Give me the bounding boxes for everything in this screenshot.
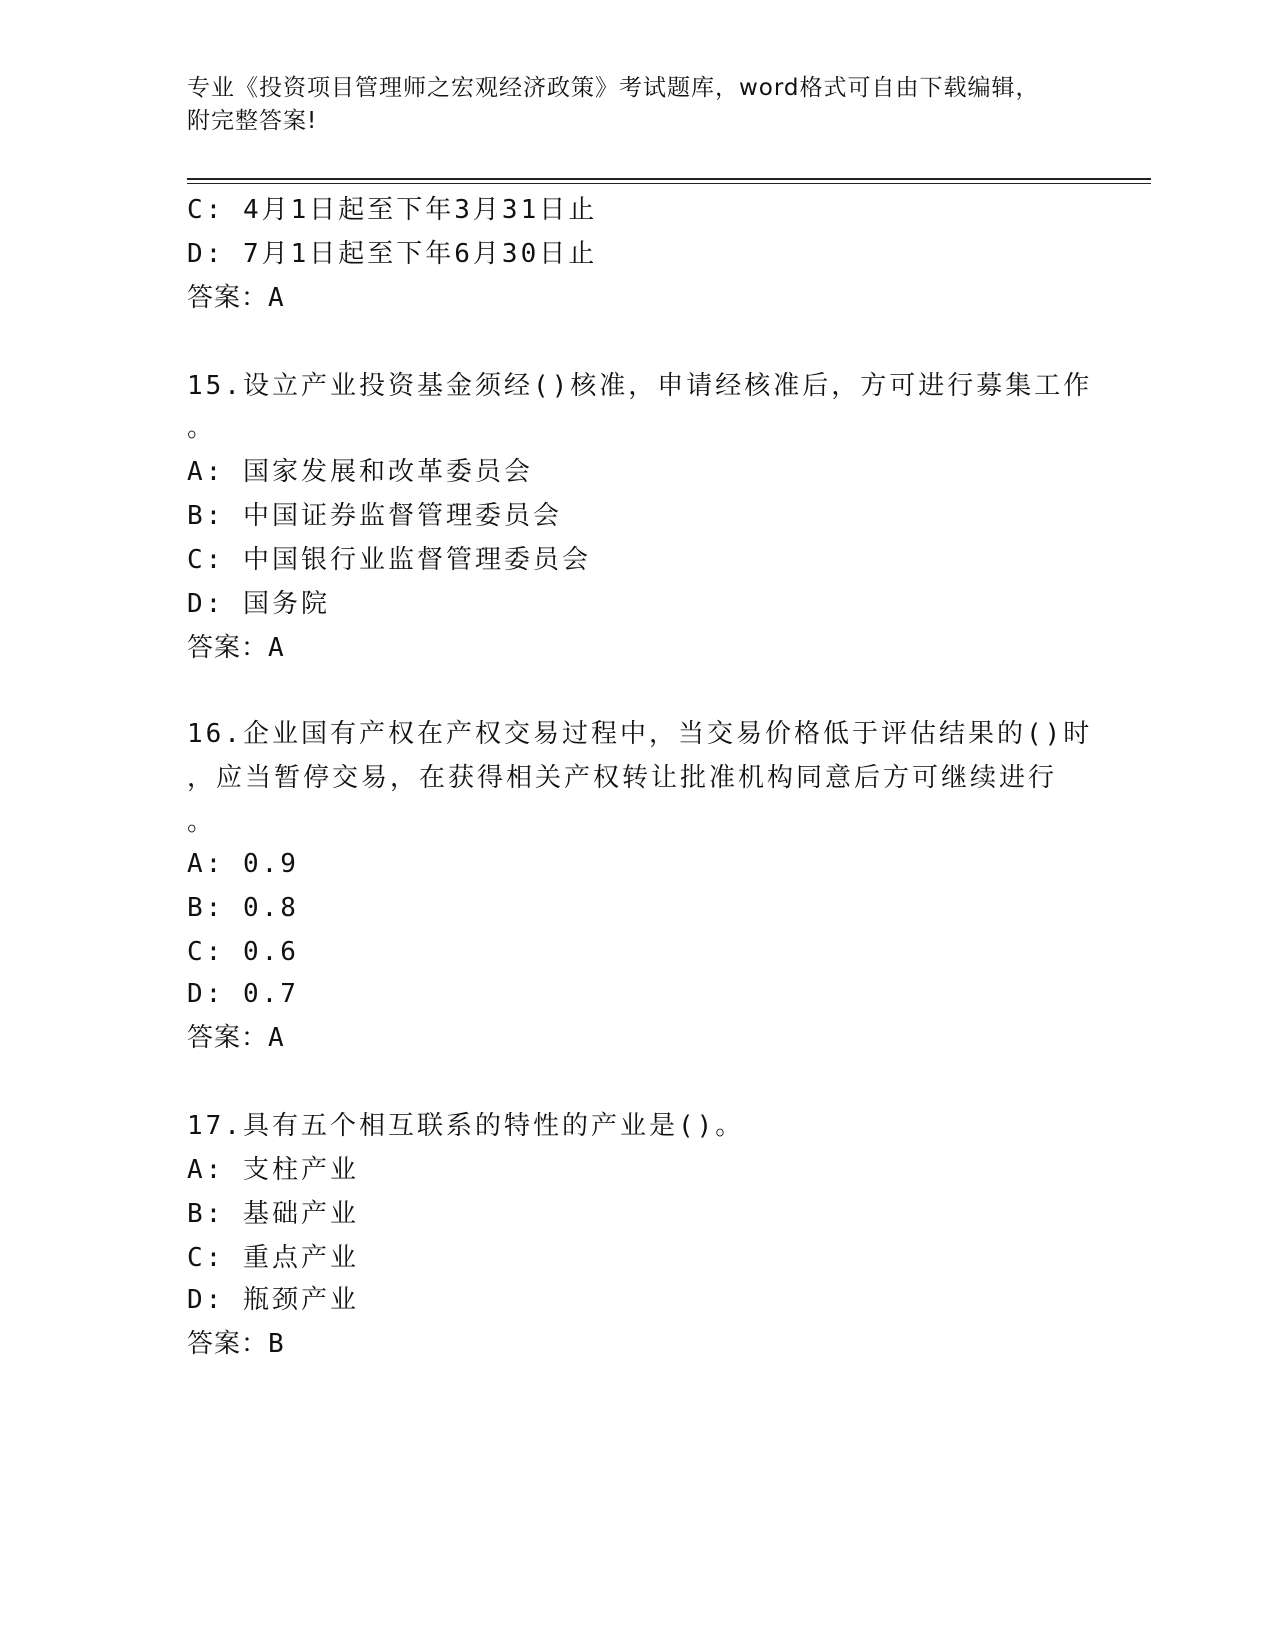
option-line: A: 0.9	[187, 849, 299, 879]
option-line: D: 7月1日起至下年6月30日止	[187, 239, 598, 269]
option-line: D: 瓶颈产业	[187, 1285, 359, 1315]
document-header	[187, 72, 1067, 138]
question-line: ，应当暂停交易，在获得相关产权转让批准机构同意后方可继续进行	[187, 763, 1058, 793]
option-line: C: 0.6	[187, 937, 299, 967]
answer-label: 答案：	[187, 1023, 269, 1053]
answer-label: 答案：	[187, 283, 269, 313]
question-line: 15.设立产业投资基金须经()核准，申请经核准后，方可进行募集工作	[187, 371, 1093, 401]
header-line-1: 专业《投资项目管理师之宏观经济政策》考试题库，word格式可自由下载编辑，	[187, 75, 1040, 101]
option-line: A: 支柱产业	[187, 1155, 359, 1185]
option-line: D: 国务院	[187, 589, 330, 619]
answer-line	[187, 1022, 285, 1054]
answer-label: 答案：	[187, 633, 269, 663]
header-rule-thick	[187, 178, 1151, 180]
option-line: C: 中国银行业监督管理委员会	[187, 545, 591, 575]
answer-line	[187, 282, 285, 314]
answer-value: B	[268, 1329, 285, 1359]
question-line: 。	[187, 413, 217, 443]
option-line: C: 4月1日起至下年3月31日止	[187, 195, 598, 225]
answer-label: 答案：	[187, 1329, 269, 1359]
answer-line	[187, 632, 285, 664]
option-line: A: 国家发展和改革委员会	[187, 457, 533, 487]
option-line: D: 0.7	[187, 979, 299, 1009]
answer-line	[187, 1328, 285, 1360]
option-line: C: 重点产业	[187, 1243, 359, 1273]
answer-value: A	[268, 1023, 285, 1053]
header-rule-thin	[187, 183, 1151, 184]
question-line: 17.具有五个相互联系的特性的产业是()。	[187, 1111, 745, 1141]
option-line: B: 中国证券监督管理委员会	[187, 501, 562, 531]
question-line: 。	[187, 807, 217, 837]
header-line-2: 附完整答案!	[187, 108, 318, 134]
answer-value: A	[268, 283, 285, 313]
option-line: B: 基础产业	[187, 1199, 359, 1229]
answer-value: A	[268, 633, 285, 663]
option-line: B: 0.8	[187, 893, 299, 923]
question-line: 16.企业国有产权在产权交易过程中，当交易价格低于评估结果的()时	[187, 719, 1093, 749]
